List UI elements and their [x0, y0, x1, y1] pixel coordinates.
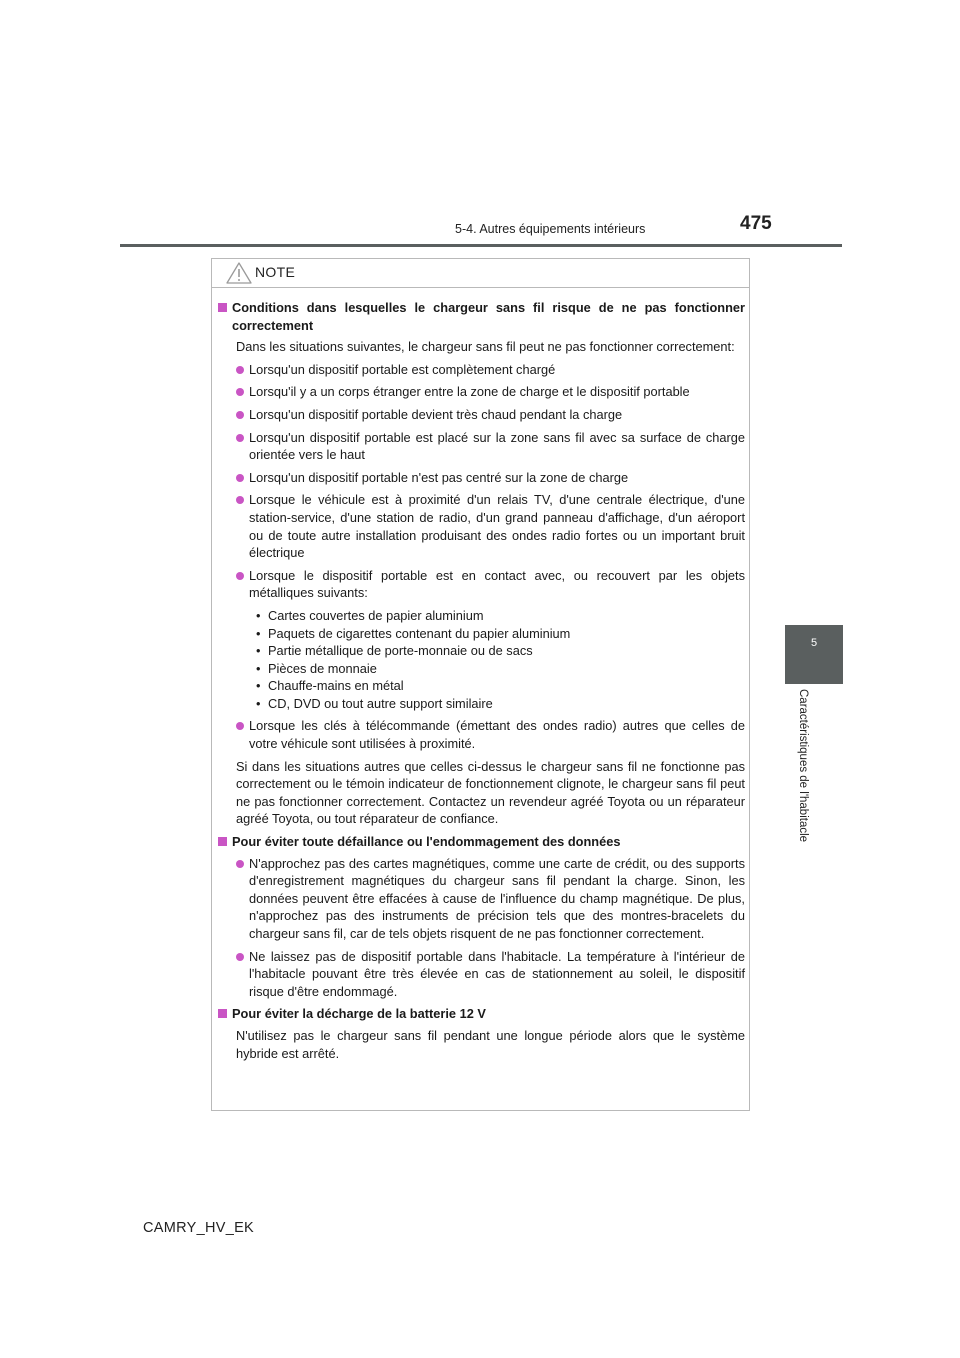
list-item: Lorsqu'un dispositif portable n'est pas centré sur la zone de charge	[218, 469, 745, 487]
list-item: Lorsqu'un dispositif portable est complètement chargé	[218, 361, 745, 379]
round-bullet-icon	[236, 388, 244, 396]
note-label: NOTE	[255, 264, 296, 280]
list-item: Lorsqu'il y a un corps étranger entre la zone de charge et le dispositif portable	[218, 383, 745, 401]
page-number: 475	[740, 213, 772, 234]
paragraph: N'utilisez pas le chargeur sans fil pendant une longue période alors que le système hybride est arrêté.	[236, 1027, 745, 1061]
sub-list-item: • Pièces de monnaie	[256, 660, 377, 676]
warning-triangle-icon	[226, 262, 252, 284]
square-bullet-icon	[218, 303, 227, 312]
sub-list-item: • Paquets de cigarettes contenant du papier aluminium	[256, 625, 571, 641]
round-bullet-icon	[236, 722, 244, 730]
list-item: Lorsque les clés à télécommande (émettant des ondes radio) autres que celles de votre véhicule sont utilisées à proximité.	[218, 717, 745, 752]
list-item: N'approchez pas des cartes magnétiques, comme une carte de crédit, ou des supports d'enregistrement magnétiques du chargeur sans fil pendant la charge. Sinon, les données peuvent être effacées à cause de l'influence du champ magnétique. De plus, n'approchez pas des instruments de précision tels que des montres-bracelets du chargeur sans fil, car de tels objets risquent de ne pas fonctionner correctement.	[218, 855, 745, 943]
round-bullet-icon	[236, 434, 244, 442]
round-bullet-icon	[236, 953, 244, 961]
section-title: 5-4. Autres équipements intérieurs	[455, 222, 646, 236]
sub-list-item: • CD, DVD ou tout autre support similaire	[256, 695, 493, 711]
note-header	[212, 259, 749, 288]
round-bullet-icon	[236, 474, 244, 482]
section-heading: Pour éviter la décharge de la batterie 12 V	[218, 1005, 745, 1023]
note-body	[218, 299, 745, 1067]
section-heading: Pour éviter toute défaillance ou l'endommagement des données	[218, 833, 745, 851]
sub-list-item: • Cartes couvertes de papier aluminium	[256, 607, 484, 623]
chapter-number: 5	[810, 637, 818, 649]
list-item: Ne laissez pas de dispositif portable dans l'habitacle. La température à l'intérieur de l'habitacle pouvant être très élevée en cas de stationnement au soleil, le dispositif risque d'être endommagé.	[218, 948, 745, 1001]
section-heading: Conditions dans lesquelles le chargeur sans fil risque de ne pas fonctionner correctement	[218, 299, 745, 334]
sub-list	[218, 607, 745, 713]
sub-list-item: • Chauffe-mains en métal	[256, 678, 404, 694]
chapter-tab	[785, 625, 843, 684]
square-bullet-icon	[218, 1009, 227, 1018]
round-bullet-icon	[236, 860, 244, 868]
round-bullet-icon	[236, 496, 244, 504]
note-box	[211, 258, 750, 1111]
square-bullet-icon	[218, 837, 227, 846]
list-item: Lorsqu'un dispositif portable est placé sur la zone sans fil avec sa surface de charge orientée vers le haut	[218, 429, 745, 464]
chapter-title: Caractéristiques de l'habitacle	[797, 689, 809, 843]
list-item: Lorsque le véhicule est à proximité d'un relais TV, d'une centrale électrique, d'une station-service, d'une station de radio, d'un grand panneau d'affichage, d'un aéroport ou de toute autre installation produisant des ondes radio fortes ou un important bruit électrique	[218, 491, 745, 561]
header-rule	[120, 244, 842, 247]
list-item: Lorsque le dispositif portable est en contact avec, ou recouvert par les objets métalliques suivants:	[218, 567, 745, 602]
round-bullet-icon	[236, 366, 244, 374]
round-bullet-icon	[236, 411, 244, 419]
document-code: CAMRY_HV_EK	[143, 1220, 255, 1236]
round-bullet-icon	[236, 572, 244, 580]
paragraph: Si dans les situations autres que celles ci-dessus le chargeur sans fil ne fonctionne pas correctement ou le témoin indicateur de fonctionnement clignote, le chargeur sans fil peut ne pas fonctionner correctement. Contactez un revendeur agréé Toyota ou un réparateur agréé Toyota, ou tout réparateur de confiance.	[236, 758, 745, 827]
sub-list-item: • Partie métallique de porte-monnaie ou de sacs	[256, 643, 533, 659]
list-item: Lorsqu'un dispositif portable devient très chaud pendant la charge	[218, 406, 745, 424]
paragraph: Dans les situations suivantes, le chargeur sans fil peut ne pas fonctionner correctement:	[236, 339, 735, 355]
